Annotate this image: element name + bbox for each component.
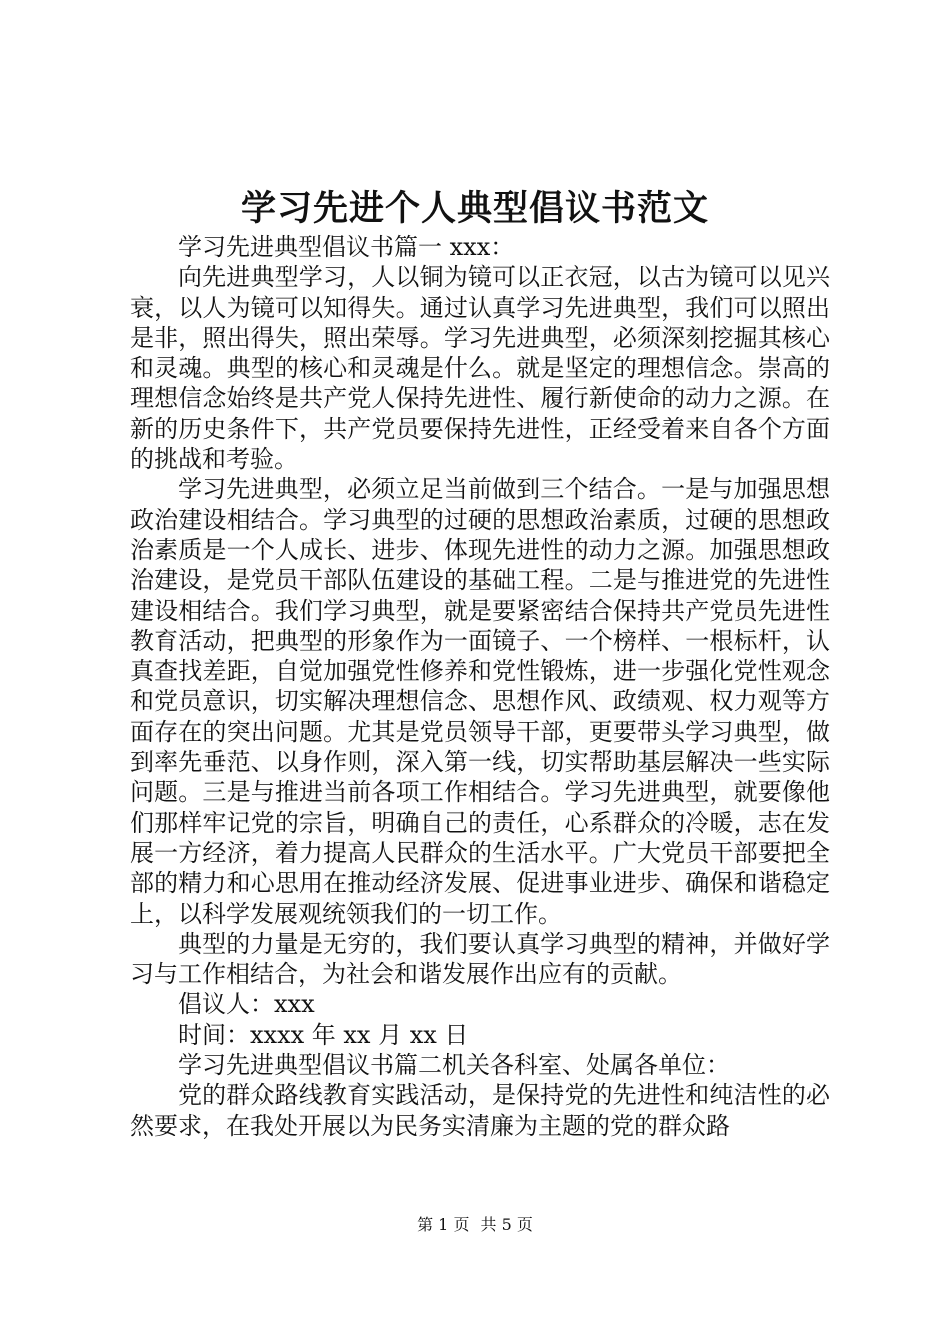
paragraph: 典型的力量是无穷的，我们要认真学习典型的精神，并做好学习与工作相结合，为社会和谐发展作出应有的贡献。 xyxy=(130,929,830,989)
paragraph-heading-1: 学习先进典型倡议书篇一 xxx： xyxy=(178,233,515,261)
page-number: 第 1 页 xyxy=(417,1215,470,1234)
paragraph: 党的群众路线教育实践活动，是保持党的先进性和纯洁性的必然要求，在我处开展以为民务实清廉为主题的党的群众路 xyxy=(130,1081,830,1140)
paragraph: 向先进典型学习，人以铜为镜可以正衣冠，以古为镜可以见兴衰，以人为镜可以知得失。通过认真学习先进典型，我们可以照出是非，照出得失，照出荣辱。学习先进典型，必须深刻挖掘其核心和灵魂。典型的核心和灵魂是什么。就是坚定的理想信念。崇高的理想信念始终是共产党人保持先进性、履行新使命的动力之源。在新的历史条件下，共产党员要保持先进性，正经受着来自各个方面的挑战和考验。 xyxy=(130,263,830,474)
page-footer xyxy=(0,1213,950,1237)
signatory-line: 倡议人：xxx xyxy=(178,990,315,1019)
paragraph-heading-2: 学习先进典型倡议书篇二机关各科室、处属各单位： xyxy=(178,1051,730,1080)
document-body xyxy=(130,232,830,1141)
page-total: 共 5 页 xyxy=(480,1215,533,1234)
document-title: 学习先进个人典型倡议书范文 xyxy=(240,188,709,229)
date-line: 时间：xxxx 年 xx 月 xx 日 xyxy=(178,1020,469,1049)
paragraph: 学习先进典型，必须立足当前做到三个结合。一是与加强思想政治建设相结合。学习典型的过硬的思想政治素质，过硬的思想政治素质是一个人成长、进步、体现先进性的动力之源。加强思想政治建设，是党员干部队伍建设的基础工程。二是与推进党的先进性建设相结合。我们学习典型，就是要紧密结合保持共产党员先进性教育活动，把典型的形象作为一面镜子、一个榜样、一根标杆，认真查找差距，自觉加强党性修养和党性锻炼，进一步强化党性观念和党员意识，切实解决理想信念、思想作风、政绩观、权力观等方面存在的突出问题。尤其是党员领导干部，更要带头学习典型，做到率先垂范、以身作则，深入第一线，切实帮助基层解决一些实际问题。三是与推进当前各项工作相结合。学习先进典型，就要像他们那样牢记党的宗旨，明确自己的责任，心系群众的冷暖，志在发展一方经济，着力提高人民群众的生活水平。广大党员干部要把全部的精力和心思用在推动经济发展、促进事业进步、确保和谐稳定上，以科学发展观统领我们的一切工作。 xyxy=(130,475,830,928)
